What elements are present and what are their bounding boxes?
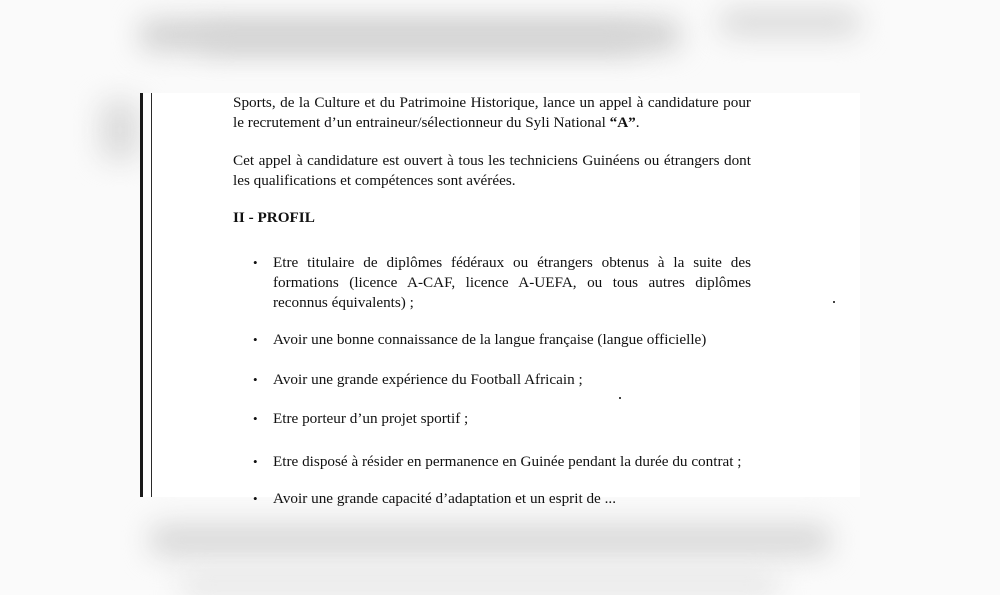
document-page (140, 93, 860, 507)
bullet-icon: • (253, 255, 258, 270)
list-item (253, 409, 751, 429)
list-item-cut-off (253, 489, 751, 509)
blurred-text-line (180, 575, 780, 595)
blurred-text-line (720, 10, 860, 35)
intro-paragraph (233, 93, 751, 133)
bullet-icon: • (253, 372, 258, 387)
bullet-icon: • (253, 411, 258, 426)
eligibility-paragraph: Cet appel à candidature est ouvert à tous les techniciens Guinéens ou étrangers dont les qualifications et compétences sont avérées. (233, 152, 751, 189)
list-item (253, 253, 751, 313)
page-left-border (140, 93, 143, 497)
team-designation: “A” (609, 114, 636, 131)
list-item-text: Avoir une grande capacité d’adaptation et un esprit de ... (273, 490, 616, 507)
section-heading-profil: II - PROFIL (233, 209, 315, 226)
period: . (635, 114, 640, 131)
list-item-text: Avoir une grande expérience du Football Africain ; (273, 371, 583, 388)
list-item (253, 452, 751, 472)
scan-speck (833, 301, 835, 303)
list-item (253, 330, 751, 350)
bullet-icon: • (253, 491, 258, 506)
bullet-icon: • (253, 332, 258, 347)
list-item (253, 370, 751, 390)
blurred-margin (100, 100, 140, 160)
page-left-rule (151, 93, 152, 497)
blurred-text-line (200, 30, 640, 50)
list-item-text: Etre titulaire de diplômes fédéraux ou étrangers obtenus à la suite des formations (licence A-CAF, licence A-UEFA, ou tous autres diplômes reconnus équivalents) ; (273, 254, 751, 311)
list-item-text: Etre porteur d’un projet sportif ; (273, 410, 469, 427)
list-item-text: Avoir une bonne connaissance de la langue française (langue officielle) (273, 331, 707, 348)
scan-speck (619, 397, 621, 399)
list-item-text: Etre disposé à résider en permanence en Guinée pendant la durée du contrat ; (273, 453, 742, 470)
intro-text: Sports, de la Culture et du Patrimoine Historique, lance un appel à candidature pour le recrutement d’un entraineur/sélectionneur du Syli National (233, 94, 751, 131)
blurred-text-line (150, 525, 830, 555)
bullet-icon: • (253, 454, 258, 469)
